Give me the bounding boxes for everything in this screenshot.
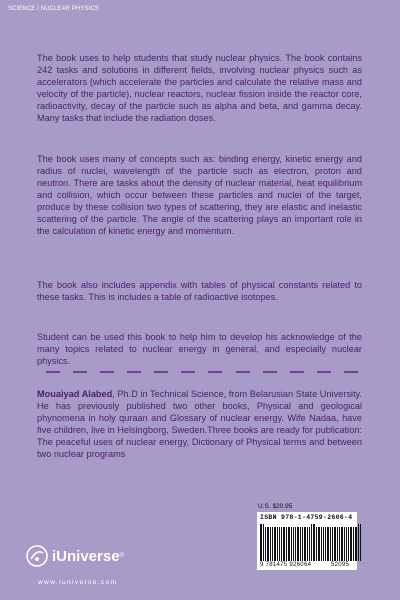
divider-dash bbox=[73, 371, 87, 373]
divider-dash bbox=[100, 371, 114, 373]
barcode-bar bbox=[318, 527, 320, 561]
barcode-bar bbox=[295, 527, 296, 561]
divider-dash bbox=[127, 371, 141, 373]
barcode-bar bbox=[344, 527, 345, 561]
barcode-bar bbox=[330, 527, 331, 561]
barcode-bar bbox=[360, 524, 361, 561]
barcode-bar bbox=[332, 527, 333, 561]
barcode-bar bbox=[323, 527, 324, 561]
barcode-bar bbox=[272, 527, 273, 561]
barcode-bar bbox=[337, 527, 338, 561]
divider-dash bbox=[317, 371, 331, 373]
iuniverse-logo-icon bbox=[26, 545, 48, 567]
divider-dash bbox=[263, 371, 277, 373]
divider-dash bbox=[208, 371, 222, 373]
barcode-bar bbox=[293, 527, 294, 561]
barcode-bar bbox=[286, 527, 287, 561]
publisher-url: www.iuniverse.com bbox=[38, 579, 118, 586]
description-paragraph-1: The book uses to help students that study nuclear physics. The book contains 242 tasks and solutions in different fields, involving nuclear physics such as accelerators (which accelerate the particles and calculate the relative mass and velocity of the particle), nuclear reactors, nuclear fission inside the reactor core, radioactivity, decay of the particle such as alpha and beta, and gamma decay. Many tasks that include the radiation doses. bbox=[37, 53, 362, 123]
barcode-bar bbox=[341, 527, 343, 561]
barcode-icon bbox=[260, 524, 362, 561]
barcode-bar bbox=[334, 527, 336, 561]
barcode-bar bbox=[291, 527, 292, 561]
barcode-bar bbox=[350, 527, 352, 561]
barcode-bar bbox=[355, 527, 357, 561]
price-code: 52095 bbox=[331, 562, 350, 568]
divider-dash bbox=[46, 371, 60, 373]
barcode-bar bbox=[339, 527, 340, 561]
divider-dash bbox=[236, 371, 250, 373]
barcode-bar bbox=[265, 527, 266, 561]
barcode-bar bbox=[325, 527, 326, 561]
barcode-bar bbox=[327, 527, 329, 561]
trademark-symbol: ® bbox=[119, 553, 124, 559]
divider-dash bbox=[290, 371, 304, 373]
publisher-name: iUniverse bbox=[52, 547, 120, 565]
divider-dash bbox=[154, 371, 168, 373]
category-label: SCIENCE / NUCLEAR PHYSICS bbox=[8, 6, 99, 12]
barcode-bar bbox=[321, 527, 322, 561]
description-paragraph-2: The book uses many of concepts such as: binding energy, kinetic energy and radius of nuclei, wavelength of the particle such as electron, proton and neutron. There are tasks about the density of nuclear material, heat equilibrium and collision, which occur between these particles and nuclei of the target, produce by these collision two types of scattering, they are elastic and inelastic scattering of the particle. The angle of the scattering plays an important role in the calculation of kinetic energy and momentum. bbox=[37, 154, 362, 236]
isbn-text: ISBN 978-1-4759-2606-4 bbox=[260, 514, 353, 521]
barcode-bar bbox=[353, 527, 354, 561]
barcode-bar bbox=[311, 524, 312, 561]
barcode-bar bbox=[297, 527, 299, 561]
barcode-bar bbox=[302, 527, 303, 561]
description-paragraph-4: Student can be used this book to help him to develop his acknowledge of the many topics related to nuclear energy in general, and especially nuclear physics. bbox=[37, 332, 362, 366]
barcode-bar bbox=[346, 527, 347, 561]
price-label: U.S. $20.95 bbox=[258, 503, 293, 510]
divider-dash bbox=[344, 371, 358, 373]
barcode-bar bbox=[348, 527, 349, 561]
barcode-bar bbox=[281, 527, 282, 561]
barcode-bar bbox=[274, 527, 276, 561]
publisher-logo bbox=[26, 545, 124, 567]
barcode-bar bbox=[279, 527, 280, 561]
author-bio-text: , Ph.D in Technical Science, from Belarusian State University. He has previously published two other books, Physical and geological phynomena in holy quraan and Glossary of nuclear energy. Wife Nadaa, have five children, live in Helsingborg, Sweden.Three books are ready for publication: The peaceful uses of nuclear energy, Dictionary of Physical terms and between two nuclear programs bbox=[37, 389, 362, 459]
divider-dash bbox=[181, 371, 195, 373]
barcode bbox=[257, 512, 357, 570]
barcode-bar bbox=[358, 524, 359, 561]
description-paragraph-3: The book also includes appendix with tables of physical constants related to these tasks. This is includes a table of radioactive isotopes. bbox=[37, 280, 362, 302]
dashed-divider bbox=[46, 371, 358, 373]
barcode-bar bbox=[288, 527, 290, 561]
barcode-bar bbox=[307, 527, 308, 561]
barcode-bar bbox=[260, 524, 262, 561]
barcode-bar bbox=[316, 527, 317, 561]
barcode-bar bbox=[267, 527, 269, 561]
barcode-bar bbox=[263, 524, 264, 561]
barcode-bar bbox=[304, 527, 306, 561]
author-name: Mouaiyad Alabed bbox=[37, 389, 113, 399]
barcode-bar bbox=[300, 527, 301, 561]
barcode-bar bbox=[270, 527, 271, 561]
barcode-digits: 9 781475 926064 bbox=[260, 562, 312, 568]
author-bio bbox=[37, 388, 362, 460]
barcode-bar bbox=[277, 527, 278, 561]
barcode-bar bbox=[309, 527, 310, 561]
barcode-bar bbox=[313, 524, 315, 561]
barcode-bar bbox=[283, 527, 285, 561]
